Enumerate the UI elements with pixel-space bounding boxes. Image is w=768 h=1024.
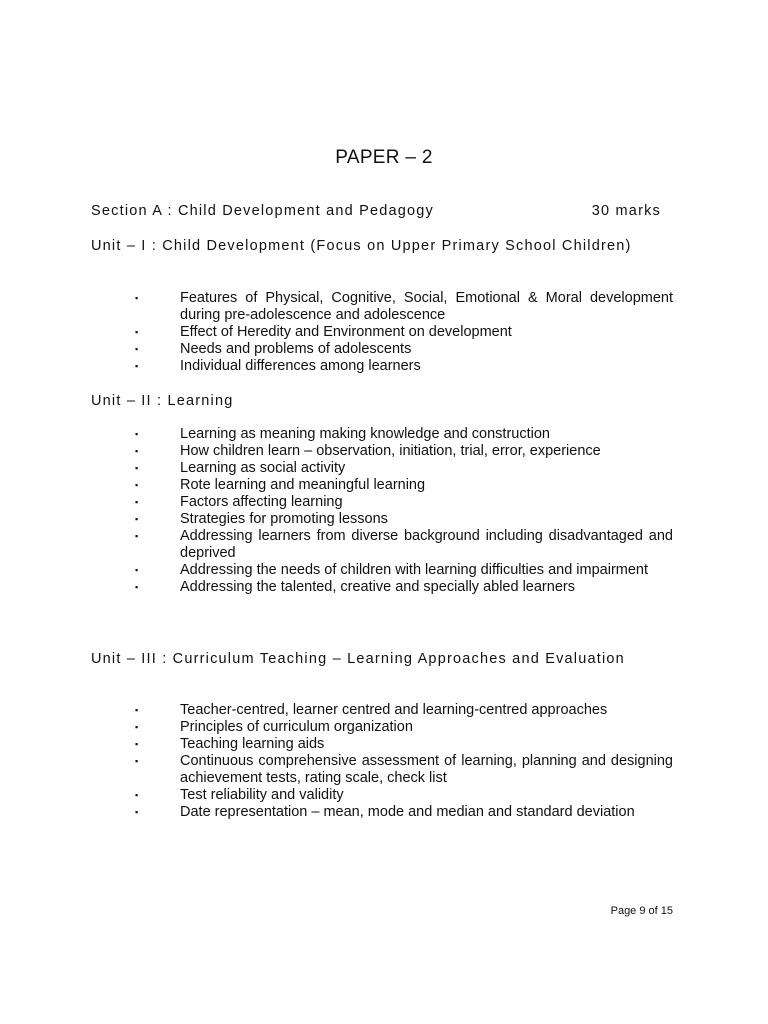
- page-number: Page 9 of 15: [610, 905, 673, 917]
- bullet-icon: ▪: [135, 739, 139, 749]
- bullet-icon: ▪: [135, 293, 139, 303]
- list-item: ▪ Test reliability and validity: [135, 787, 344, 803]
- bullet-icon: ▪: [135, 722, 139, 732]
- bullet-icon: ▪: [135, 514, 139, 524]
- list-item: ▪ Learning as meaning making knowledge and construction: [135, 426, 550, 442]
- bullet-icon: ▪: [135, 446, 139, 456]
- bullet-icon: ▪: [135, 531, 139, 541]
- section-marks: 30 marks: [591, 203, 661, 219]
- list-item: ▪ Learning as social activity: [135, 460, 346, 476]
- list-item: ▪ Teacher-centred, learner centred and learning-centred approaches: [135, 702, 608, 718]
- bullet-icon: ▪: [135, 429, 139, 439]
- list-item: ▪ Strategies for promoting lessons: [135, 511, 388, 527]
- bullet-icon: ▪: [135, 565, 139, 575]
- unit-2-list: [91, 426, 673, 596]
- page-title: PAPER – 2: [335, 147, 433, 168]
- bullet-icon: ▪: [135, 463, 139, 473]
- list-item: ▪ Needs and problems of adolescents: [135, 341, 412, 357]
- bullet-icon: ▪: [135, 756, 139, 766]
- bullet-icon: ▪: [135, 705, 139, 715]
- list-item: ▪ Features of Physical, Cognitive, Social, Emotional & Moral development during pre-adolescence and adolescence: [135, 290, 673, 323]
- bullet-icon: ▪: [135, 327, 139, 337]
- list-item: ▪ Addressing the needs of children with learning difficulties and impairment: [135, 562, 649, 578]
- bullet-icon: ▪: [135, 480, 139, 490]
- bullet-icon: ▪: [135, 807, 139, 817]
- bullet-icon: ▪: [135, 790, 139, 800]
- unit-1-list: [91, 290, 673, 375]
- list-item: ▪ Continuous comprehensive assessment of learning, planning and designing achievement tests, rating scale, check list: [135, 753, 673, 786]
- list-item: ▪ Principles of curriculum organization: [135, 719, 413, 735]
- list-item: ▪ Factors affecting learning: [135, 494, 343, 510]
- unit-3-heading: Unit – III : Curriculum Teaching – Learning Approaches and Evaluation: [91, 651, 625, 667]
- unit-2-heading: Unit – II : Learning: [91, 393, 234, 409]
- unit-1-heading: Unit – I : Child Development (Focus on Upper Primary School Children): [91, 238, 632, 254]
- list-item: ▪ Rote learning and meaningful learning: [135, 477, 426, 493]
- list-item: ▪ Teaching learning aids: [135, 736, 325, 752]
- list-item: ▪ Date representation – mean, mode and median and standard deviation: [135, 804, 635, 820]
- bullet-icon: ▪: [135, 497, 139, 507]
- list-item: ▪ Effect of Heredity and Environment on development: [135, 324, 512, 340]
- section-label: Section A : Child Development and Pedagogy: [91, 203, 435, 219]
- list-item: ▪ Addressing the talented, creative and specially abled learners: [135, 579, 575, 595]
- bullet-icon: ▪: [135, 344, 139, 354]
- unit-3-list: [91, 702, 673, 821]
- list-item: ▪ How children learn – observation, initiation, trial, error, experience: [135, 443, 601, 459]
- list-item: ▪ Individual differences among learners: [135, 358, 421, 374]
- list-item: ▪ Addressing learners from diverse background including disadvantaged and deprived: [135, 528, 673, 561]
- bullet-icon: ▪: [135, 361, 139, 371]
- section-heading: [91, 203, 673, 219]
- bullet-icon: ▪: [135, 582, 139, 592]
